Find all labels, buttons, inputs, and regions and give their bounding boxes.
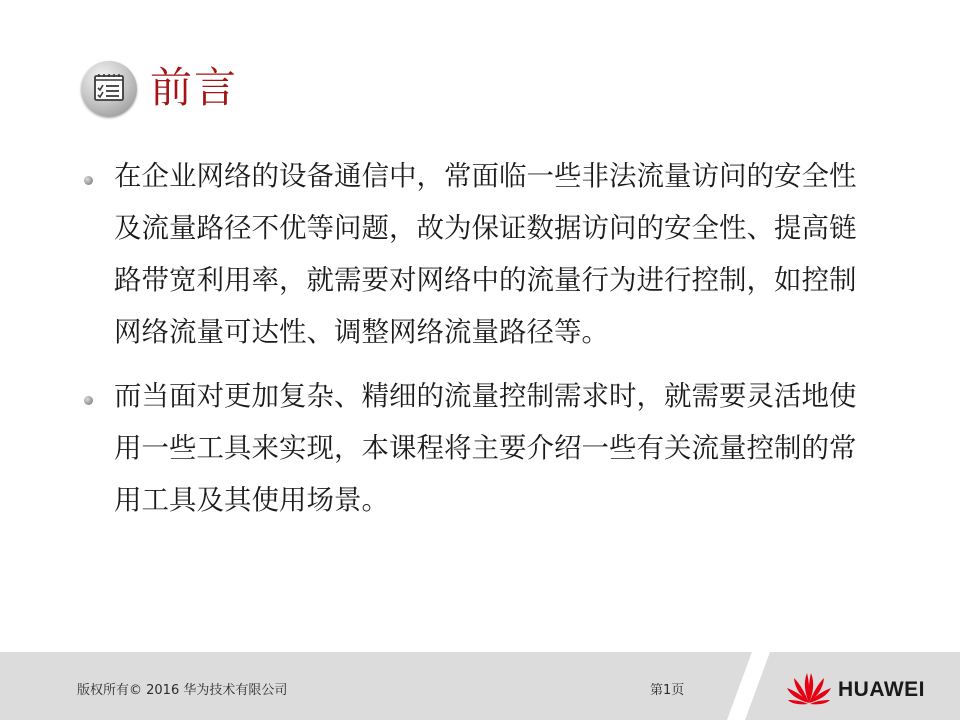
page-title: 前言: [150, 63, 239, 112]
bullet-item: [82, 150, 882, 358]
huawei-logo: [786, 669, 936, 709]
bullet-dot-icon: [84, 396, 93, 405]
copyright-text: 版权所有© 2016 华为技术有限公司: [77, 683, 288, 698]
brand-name: HUAWEI: [838, 678, 925, 701]
page-number: 第1页: [650, 683, 685, 698]
bullet-text: 而当面对更加复杂、精细的流量控制需求时，就需要灵活地使用一些工具来实现，本课程将主要介绍一些有关流量控制的常用工具及其使用场景。: [114, 380, 857, 516]
document-list-icon: [81, 61, 137, 117]
bullet-item: [82, 370, 882, 526]
bullet-list: [82, 150, 882, 538]
huawei-petals-icon: [786, 669, 832, 709]
bullet-text: 在企业网络的设备通信中，常面临一些非法流量访问的安全性及流量路径不优等问题，故为保证数据访问的安全性、提高链路带宽利用率，就需要对网络中的流量行为进行控制，如控制网络流量可达性、调整网络流量路径等。: [114, 160, 857, 348]
bullet-dot-icon: [84, 176, 93, 185]
